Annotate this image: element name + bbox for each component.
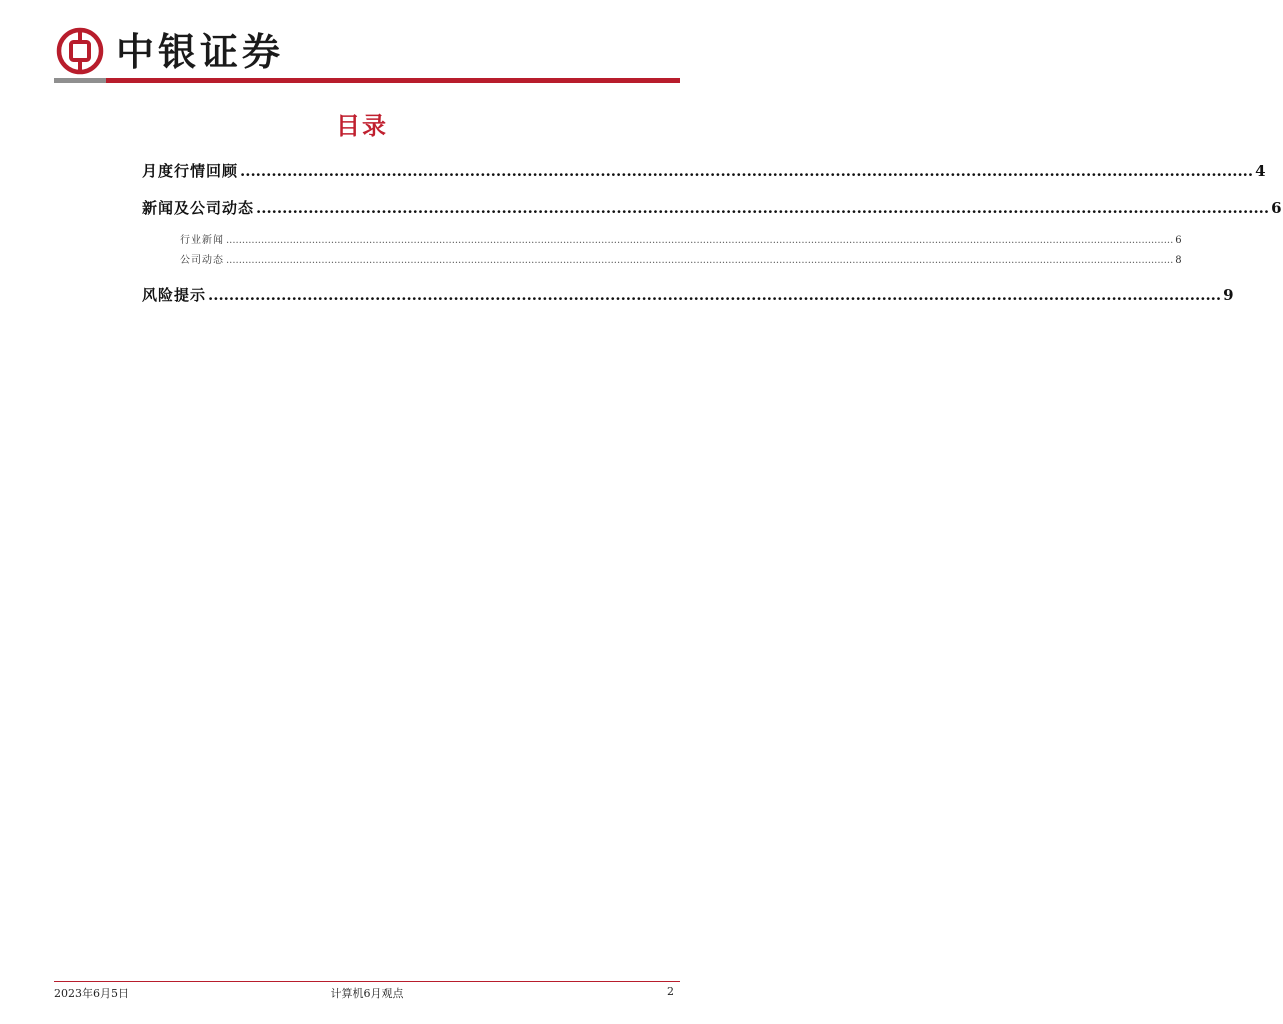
page-header	[54, 28, 680, 84]
toc-entry-label: 新闻及公司动态	[142, 199, 255, 217]
toc-leader-dots: ..................................................................................................................................................................................................	[256, 199, 1270, 217]
toc-entry-label: 公司动态	[180, 255, 224, 266]
toc-entry-page: 4	[1255, 162, 1267, 180]
toc-entry-page: 6	[1175, 235, 1183, 246]
footer-page-number: 2	[667, 985, 674, 998]
footer-rule	[54, 981, 680, 982]
toc-leader-dots: ..................................................................................................................................................................................................	[208, 286, 1222, 304]
toc-entry[interactable]	[142, 198, 1283, 218]
toc-entry-page: 9	[1223, 286, 1235, 304]
page-footer	[54, 985, 680, 1001]
toc-entry-label: 风险提示	[142, 286, 207, 304]
boc-logo-icon	[57, 28, 103, 74]
toc-entry[interactable]	[180, 234, 1183, 248]
toc-entry[interactable]	[180, 254, 1183, 268]
footer-date: 2023年6月5日	[54, 987, 129, 1000]
toc-leader-dots: ..........................................................................................................................................................................................................................................................................................................	[226, 235, 1174, 246]
toc-entry[interactable]	[142, 161, 1267, 181]
brand-name: 中银证券	[116, 29, 285, 74]
header-rule	[54, 78, 680, 83]
toc-title: 目录	[336, 111, 388, 140]
toc-entry-label: 月度行情回顾	[142, 162, 239, 180]
toc-leader-dots: ..........................................................................................................................................................................................................................................................................................................	[226, 255, 1174, 266]
footer-report-name: 计算机6月观点	[330, 987, 404, 1000]
toc-entry-page: 6	[1271, 199, 1283, 217]
toc-entry-label: 行业新闻	[180, 235, 224, 246]
toc-entry-page: 8	[1175, 255, 1183, 266]
toc-leader-dots: ..................................................................................................................................................................................................	[240, 162, 1254, 180]
header-rule-gray-segment	[54, 78, 106, 83]
toc-entry[interactable]	[142, 285, 1235, 305]
